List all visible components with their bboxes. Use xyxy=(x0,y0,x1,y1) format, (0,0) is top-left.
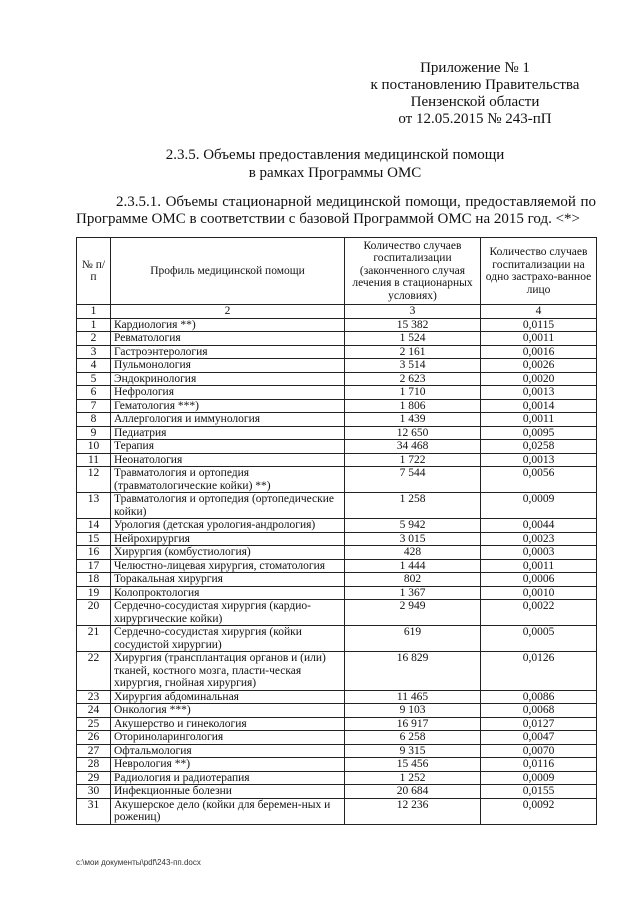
row-profile: Урология (детская урология-андрология) xyxy=(111,519,345,533)
row-cases: 2 949 xyxy=(345,600,481,626)
table-row xyxy=(77,798,597,824)
row-profile: Нейрохирургия xyxy=(111,532,345,546)
row-cases: 1 444 xyxy=(345,559,481,573)
appendix-line: от 12.05.2015 № 243-пП xyxy=(398,111,552,127)
index-cell: 3 xyxy=(345,305,481,319)
row-number: 27 xyxy=(77,744,111,758)
row-profile: Оториноларингология xyxy=(111,731,345,745)
table-row xyxy=(77,652,597,691)
row-cases: 428 xyxy=(345,546,481,560)
row-number: 29 xyxy=(77,771,111,785)
row-profile: Кардиология **) xyxy=(111,318,345,332)
row-profile: Хирургия (трансплантация органов и (или) тканей, костного мозга, пласти-ческая хирургия, гнойная хирургия) xyxy=(111,652,345,691)
row-rate: 0,0006 xyxy=(481,573,597,587)
row-profile: Терапия xyxy=(111,440,345,454)
row-cases: 16 917 xyxy=(345,717,481,731)
appendix-line: Пензенской области xyxy=(410,94,540,110)
row-profile: Онкология ***) xyxy=(111,704,345,718)
row-number: 18 xyxy=(77,573,111,587)
row-rate: 0,0022 xyxy=(481,600,597,626)
row-profile: Инфекционные болезни xyxy=(111,785,345,799)
row-cases: 1 710 xyxy=(345,386,481,400)
row-profile: Акушерство и гинекология xyxy=(111,717,345,731)
header-num: № п/п xyxy=(77,238,111,305)
table-row xyxy=(77,559,597,573)
table-row xyxy=(77,453,597,467)
row-rate: 0,0016 xyxy=(481,345,597,359)
row-rate: 0,0086 xyxy=(481,690,597,704)
section-title xyxy=(0,146,640,182)
index-cell: 4 xyxy=(481,305,597,319)
row-profile: Хирургия (комбустиология) xyxy=(111,546,345,560)
row-cases: 3 015 xyxy=(345,532,481,546)
header-profile: Профиль медицинской помощи xyxy=(111,238,345,305)
row-profile: Радиология и радиотерапия xyxy=(111,771,345,785)
row-rate: 0,0068 xyxy=(481,704,597,718)
file-path-footer: c:\мои документы\pdf\243-пп.docx xyxy=(76,858,201,867)
row-rate: 0,0014 xyxy=(481,399,597,413)
row-cases: 7 544 xyxy=(345,467,481,493)
row-profile: Нефрология xyxy=(111,386,345,400)
row-rate: 0,0023 xyxy=(481,532,597,546)
row-number: 23 xyxy=(77,690,111,704)
header-cases: Количество случаев госпитализации (законченного случая лечения в стационарных условиях) xyxy=(345,238,481,305)
section-title-line: в рамках Программы ОМС xyxy=(248,165,422,181)
row-number: 5 xyxy=(77,372,111,386)
row-number: 11 xyxy=(77,453,111,467)
table-row xyxy=(77,413,597,427)
row-rate: 0,0070 xyxy=(481,744,597,758)
row-profile: Хирургия абдоминальная xyxy=(111,690,345,704)
table-row xyxy=(77,573,597,587)
table-row xyxy=(77,318,597,332)
row-number: 17 xyxy=(77,559,111,573)
row-rate: 0,0011 xyxy=(481,413,597,427)
row-rate: 0,0013 xyxy=(481,386,597,400)
row-cases: 1 439 xyxy=(345,413,481,427)
row-profile: Акушерское дело (койки для беремен-ных и рожениц) xyxy=(111,798,345,824)
row-profile: Эндокринология xyxy=(111,372,345,386)
row-cases: 1 252 xyxy=(345,771,481,785)
table-row xyxy=(77,600,597,626)
row-profile: Сердечно-сосудистая хирургия (койки сосудистой хирургии) xyxy=(111,626,345,652)
table-row xyxy=(77,493,597,519)
table-row xyxy=(77,771,597,785)
row-rate: 0,0009 xyxy=(481,771,597,785)
row-profile: Травматология и ортопедия (ортопедические койки) xyxy=(111,493,345,519)
table-row xyxy=(77,467,597,493)
row-rate: 0,0013 xyxy=(481,453,597,467)
index-cell: 1 xyxy=(77,305,111,319)
row-cases: 1 367 xyxy=(345,586,481,600)
row-cases: 11 465 xyxy=(345,690,481,704)
row-number: 30 xyxy=(77,785,111,799)
row-profile: Гастроэнтерология xyxy=(111,345,345,359)
row-number: 6 xyxy=(77,386,111,400)
table-row xyxy=(77,426,597,440)
row-rate: 0,0009 xyxy=(481,493,597,519)
table-row xyxy=(77,785,597,799)
row-rate: 0,0127 xyxy=(481,717,597,731)
row-rate: 0,0010 xyxy=(481,586,597,600)
row-rate: 0,0044 xyxy=(481,519,597,533)
table-row xyxy=(77,440,597,454)
index-row xyxy=(77,305,597,319)
row-profile: Ревматология xyxy=(111,332,345,346)
row-rate: 0,0116 xyxy=(481,758,597,772)
row-rate: 0,0020 xyxy=(481,372,597,386)
appendix-block xyxy=(360,60,590,128)
table-row xyxy=(77,532,597,546)
section-title-line: 2.3.5. Объемы предоставления медицинской помощи xyxy=(165,147,505,163)
row-rate: 0,0047 xyxy=(481,731,597,745)
row-cases: 12 650 xyxy=(345,426,481,440)
row-rate: 0,0126 xyxy=(481,652,597,691)
row-cases: 1 806 xyxy=(345,399,481,413)
row-profile: Педиатрия xyxy=(111,426,345,440)
table-row xyxy=(77,399,597,413)
row-number: 8 xyxy=(77,413,111,427)
row-cases: 619 xyxy=(345,626,481,652)
row-number: 25 xyxy=(77,717,111,731)
row-rate: 0,0026 xyxy=(481,359,597,373)
row-profile: Колопроктология xyxy=(111,586,345,600)
appendix-line: Приложение № 1 xyxy=(420,60,530,76)
row-number: 13 xyxy=(77,493,111,519)
row-cases: 802 xyxy=(345,573,481,587)
appendix-line: к постановлению Правительства xyxy=(370,77,580,93)
table-row xyxy=(77,758,597,772)
row-number: 14 xyxy=(77,519,111,533)
table-row xyxy=(77,386,597,400)
row-profile: Челюстно-лицевая хирургия, стоматология xyxy=(111,559,345,573)
row-number: 12 xyxy=(77,467,111,493)
row-number: 1 xyxy=(77,318,111,332)
row-number: 2 xyxy=(77,332,111,346)
row-rate: 0,0155 xyxy=(481,785,597,799)
table-row xyxy=(77,546,597,560)
table-row xyxy=(77,345,597,359)
row-profile: Гематология ***) xyxy=(111,399,345,413)
row-number: 15 xyxy=(77,532,111,546)
row-rate: 0,0056 xyxy=(481,467,597,493)
row-number: 19 xyxy=(77,586,111,600)
row-cases: 6 258 xyxy=(345,731,481,745)
row-rate: 0,0115 xyxy=(481,318,597,332)
table-row xyxy=(77,519,597,533)
row-profile: Офтальмология xyxy=(111,744,345,758)
row-number: 10 xyxy=(77,440,111,454)
row-profile: Торакальная хирургия xyxy=(111,573,345,587)
volumes-table xyxy=(76,237,597,825)
table-row xyxy=(77,690,597,704)
row-cases: 20 684 xyxy=(345,785,481,799)
row-rate: 0,0258 xyxy=(481,440,597,454)
row-number: 20 xyxy=(77,600,111,626)
row-cases: 12 236 xyxy=(345,798,481,824)
table-row xyxy=(77,731,597,745)
row-number: 22 xyxy=(77,652,111,691)
row-profile: Сердечно-сосудистая хирургия (кардио-хирургические койки) xyxy=(111,600,345,626)
row-number: 3 xyxy=(77,345,111,359)
row-number: 21 xyxy=(77,626,111,652)
subsection-title: 2.3.5.1. Объемы стационарной медицинской помощи, предоставляемой по Программе ОМС в соответствии с базовой Программой ОМС на 2015 год. <*> xyxy=(76,194,596,227)
row-rate: 0,0095 xyxy=(481,426,597,440)
row-cases: 1 258 xyxy=(345,493,481,519)
row-cases: 15 456 xyxy=(345,758,481,772)
row-cases: 16 829 xyxy=(345,652,481,691)
table-row xyxy=(77,744,597,758)
row-rate: 0,0003 xyxy=(481,546,597,560)
row-cases: 2 623 xyxy=(345,372,481,386)
header-per-person: Количество случаев госпитализации на одно застрахо-ванное лицо xyxy=(481,238,597,305)
row-rate: 0,0005 xyxy=(481,626,597,652)
row-profile: Аллергология и иммунология xyxy=(111,413,345,427)
table-row xyxy=(77,586,597,600)
row-number: 7 xyxy=(77,399,111,413)
row-number: 28 xyxy=(77,758,111,772)
row-number: 9 xyxy=(77,426,111,440)
row-profile: Травматология и ортопедия (травматологические койки) **) xyxy=(111,467,345,493)
row-rate: 0,0011 xyxy=(481,332,597,346)
table-row xyxy=(77,372,597,386)
row-cases: 15 382 xyxy=(345,318,481,332)
row-cases: 1 524 xyxy=(345,332,481,346)
table-row xyxy=(77,359,597,373)
row-profile: Пульмонология xyxy=(111,359,345,373)
row-number: 4 xyxy=(77,359,111,373)
row-cases: 9 315 xyxy=(345,744,481,758)
row-number: 24 xyxy=(77,704,111,718)
index-cell: 2 xyxy=(111,305,345,319)
row-profile: Неонатология xyxy=(111,453,345,467)
table-row xyxy=(77,717,597,731)
row-cases: 2 161 xyxy=(345,345,481,359)
row-rate: 0,0011 xyxy=(481,559,597,573)
row-cases: 9 103 xyxy=(345,704,481,718)
row-profile: Неврология **) xyxy=(111,758,345,772)
row-number: 31 xyxy=(77,798,111,824)
row-cases: 1 722 xyxy=(345,453,481,467)
row-number: 26 xyxy=(77,731,111,745)
row-cases: 3 514 xyxy=(345,359,481,373)
row-number: 16 xyxy=(77,546,111,560)
row-cases: 34 468 xyxy=(345,440,481,454)
table-row xyxy=(77,626,597,652)
row-rate: 0,0092 xyxy=(481,798,597,824)
table-row xyxy=(77,704,597,718)
table-row xyxy=(77,332,597,346)
row-cases: 5 942 xyxy=(345,519,481,533)
